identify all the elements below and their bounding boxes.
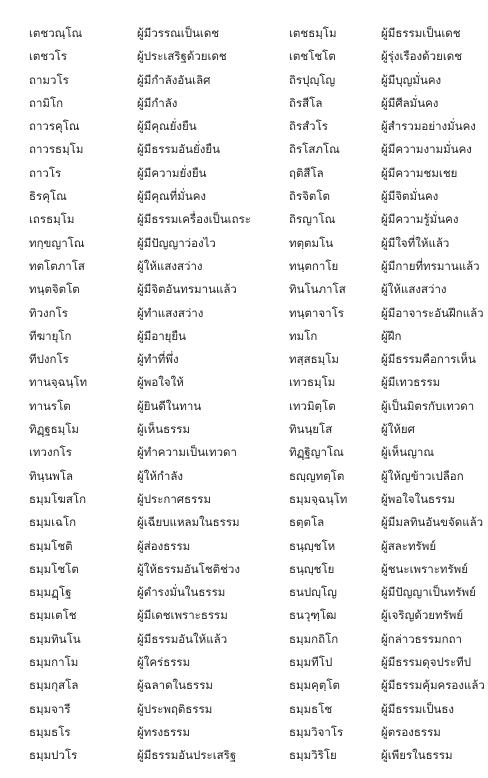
thai-meaning: ผู้มีธรรมเป็นธง xyxy=(381,701,454,716)
thai-meaning: ผู้ดำรงมั่นในธรรม xyxy=(137,585,226,600)
thai-meaning: ผู้เพียรในธรรม xyxy=(381,748,453,763)
table-row xyxy=(0,348,488,371)
table-row xyxy=(0,488,488,511)
pali-name: ทินฺนพโล xyxy=(29,468,74,483)
table-row xyxy=(0,45,488,68)
pali-name: เทวธมฺโม xyxy=(289,375,336,390)
thai-meaning: ผู้มีจิตอันทรมานแล้ว xyxy=(137,282,237,297)
thai-meaning: ผู้กล่าวธรรมกถา xyxy=(381,631,462,646)
table-row xyxy=(0,208,488,231)
pali-name: ธมฺมทีโป xyxy=(289,655,333,670)
thai-meaning: ผู้ยินดีในทาน xyxy=(137,398,202,413)
pali-name: ถิรญาโณ xyxy=(289,212,336,227)
table-row xyxy=(0,418,488,441)
thai-meaning: ผู้เจริญด้วยทรัพย์ xyxy=(381,608,464,623)
table-row xyxy=(0,511,488,534)
table-row xyxy=(0,721,488,744)
thai-meaning: ผู้ฝึก xyxy=(381,328,402,343)
thai-meaning: ผู้ทำที่พึ่ง xyxy=(137,352,179,367)
pali-name: ทสฺสธมฺโม xyxy=(289,352,339,367)
pali-name: ธนฺญฺชโห xyxy=(289,538,336,553)
pali-name: ธญฺญทตฺโต xyxy=(289,468,345,483)
table-row xyxy=(0,651,488,674)
pali-name: ทิฏฺฐธมฺโม xyxy=(29,422,80,437)
pali-name: ทานจฺฉนฺโท xyxy=(29,375,88,390)
thai-meaning: ผู้มีอาจาระอันฝึกแล้ว xyxy=(381,305,484,320)
thai-meaning: ผู้มีปัญญาว่องไว xyxy=(137,235,216,250)
pali-name: เตชวณฺโณ xyxy=(29,26,83,40)
pali-name: ธิรคุโณ xyxy=(29,189,67,204)
pali-name: ทกฺขญาโณ xyxy=(29,235,85,250)
pali-name: ถาวรธมฺโม xyxy=(29,142,84,157)
pali-name: ธมฺมเฉโก xyxy=(29,515,77,530)
thai-meaning: ผู้มีคุณยั่งยืน xyxy=(137,119,197,134)
pali-name: ธมฺมคุตฺโต xyxy=(289,678,340,693)
thai-meaning: ผู้มีเทวธรรม xyxy=(381,375,441,390)
thai-meaning: ผู้เห็นญาณ xyxy=(381,445,435,460)
thai-meaning: ผู้มีบุญมั่นคง xyxy=(381,72,442,87)
table-row xyxy=(0,371,488,394)
table-row xyxy=(0,255,488,278)
pali-name: เตชธมฺโม xyxy=(289,26,337,40)
pali-name: ทิวงกโร xyxy=(29,305,68,320)
pali-name: เทวมิตฺโต xyxy=(289,398,336,413)
thai-meaning: ผู้ทรงธรรม xyxy=(137,724,191,739)
table-row xyxy=(0,604,488,627)
table-row xyxy=(0,302,488,325)
table-row xyxy=(0,628,488,651)
pali-name: ธมฺมเตโช xyxy=(29,608,77,623)
pali-name: ถาวโร xyxy=(29,165,62,180)
pali-name: ธมฺมวิจาโร xyxy=(289,724,344,739)
thai-meaning: ผู้เห็นธรรม xyxy=(137,422,191,437)
thai-meaning: ผู้มีกายที่ทรมานแล้ว xyxy=(381,258,480,273)
thai-meaning: ผู้ฉลาดในธรรม xyxy=(137,678,213,693)
table-row xyxy=(0,581,488,604)
pali-name: ธมฺมทินโน xyxy=(29,631,81,646)
pali-name: ธมฺมธโร xyxy=(29,724,71,739)
pali-name: ทนฺตาจาโร xyxy=(289,305,344,320)
pali-name: เถรธมฺโม xyxy=(29,212,75,227)
pali-name: เทวงกโร xyxy=(29,445,72,460)
table-row xyxy=(0,22,488,45)
table-row xyxy=(0,535,488,558)
thai-meaning: ผู้มีคุณที่มั่นคง xyxy=(137,189,207,204)
pali-name: ธมฺมจารี xyxy=(29,701,71,716)
thai-meaning: ผู้มีจิตมั่นคง xyxy=(381,189,439,204)
thai-meaning: ผู้รุ่งเรืองด้วยเดช xyxy=(381,49,463,64)
thai-meaning: ผู้มีธรรมเครื่องเป็นเถระ xyxy=(137,212,251,227)
thai-meaning: ผู้ทำแสงสว่าง xyxy=(137,305,204,320)
pali-name: ทินโนภาโส xyxy=(289,282,346,297)
table-row xyxy=(0,325,488,348)
name-meaning-table xyxy=(0,22,488,768)
pali-name: ทตโตภาโส xyxy=(29,258,85,273)
thai-meaning: ผู้มีอายุยืน xyxy=(137,328,187,343)
thai-meaning: ผู้มีความชมเชย xyxy=(381,165,458,180)
thai-meaning: ผู้ให้ธรรมอันโชติช่วง xyxy=(137,561,240,576)
pali-name: ถิรสีโล xyxy=(289,95,323,110)
thai-meaning: ผู้มีธรรมคือการเห็น xyxy=(381,352,476,367)
thai-meaning: ผู้ตรองธรรม xyxy=(381,724,441,739)
pali-name: ทตฺตมโน xyxy=(289,235,334,250)
pali-name: ถิรโสภโณ xyxy=(289,142,340,157)
pali-name: ธมฺมธโช xyxy=(289,701,333,716)
table-row xyxy=(0,138,488,161)
thai-meaning: ผู้มีธรรมคุ้มครองแล้ว xyxy=(381,678,485,693)
table-row xyxy=(0,744,488,767)
thai-meaning: ผู้ให้ญข้าวเปลือก xyxy=(381,468,464,483)
thai-meaning: ผู้มีธรรมอันประเสริฐ xyxy=(137,748,237,763)
pali-name: ถามิโก xyxy=(29,95,64,110)
pali-name: ธมฺมโฆสโก xyxy=(29,491,87,506)
thai-meaning: ผู้มีธรรมอันให้แล้ว xyxy=(137,631,228,646)
pali-name: ธนฺญฺชโย xyxy=(289,561,335,576)
table-row xyxy=(0,162,488,185)
thai-meaning: ผู้พอใจให้ xyxy=(137,375,184,390)
pali-name: ทมโก xyxy=(289,328,318,343)
pali-name: ทนฺตจิตโต xyxy=(29,282,80,297)
pali-name: ทีปงกโร xyxy=(29,352,69,367)
thai-meaning: ผู้มีใจที่ให้แล้ว xyxy=(381,235,450,250)
pali-name: ทีฆายุโก xyxy=(29,328,72,343)
pali-name: ถิรปุญฺโญ xyxy=(289,72,336,87)
thai-meaning: ผู้ให้แสงสว่าง xyxy=(381,282,447,297)
thai-meaning: ผู้ประพฤติธรรม xyxy=(137,701,213,716)
table-row xyxy=(0,558,488,581)
thai-meaning: ผู้มีความรู้มั่นคง xyxy=(381,212,459,227)
thai-meaning: ผู้มีความยั่งยืน xyxy=(137,165,207,180)
pali-name: ธมฺมจฺฉนฺโท xyxy=(289,491,348,506)
thai-meaning: ผู้มีธรรมเป็นเดช xyxy=(381,26,461,40)
pali-name: ธนปญฺโญ xyxy=(289,585,337,600)
thai-meaning: ผู้พอใจในธรรม xyxy=(381,491,456,506)
pali-name: ถามวโร xyxy=(29,72,69,87)
thai-meaning: ผู้ให้กำลัง xyxy=(137,468,184,483)
thai-meaning: ผู้เฉียบแหลมในธรรม xyxy=(137,515,240,530)
thai-meaning: ผู้มีธรรมอันยั่งยืน xyxy=(137,142,220,157)
pali-name: ธมฺมปวโร xyxy=(29,748,78,763)
thai-meaning: ผู้สละทรัพย์ xyxy=(381,538,437,553)
table-row xyxy=(0,92,488,115)
pali-name: ทานรโต xyxy=(29,398,71,413)
pali-name: ธนวุฑฺโฒ xyxy=(289,608,337,623)
thai-meaning: ผู้ให้ยศ xyxy=(381,422,415,437)
pali-name: ถิรสํวโร xyxy=(289,119,328,134)
pali-name: เตชวโร xyxy=(29,49,68,64)
thai-meaning: ผู้สำรวมอย่างมั่นคง xyxy=(381,119,476,134)
thai-meaning: ผู้มีมลทินอันขจัดแล้ว xyxy=(381,515,484,530)
pali-name: เตชโชโต xyxy=(289,49,336,64)
pali-name: ธมฺมโชโต xyxy=(29,561,79,576)
table-row xyxy=(0,278,488,301)
pali-name: ธมฺมกุสโล xyxy=(29,678,79,693)
table-row xyxy=(0,698,488,721)
table-row xyxy=(0,115,488,138)
pali-name: ทินนฺยโส xyxy=(289,422,333,437)
thai-meaning: ผู้มีปัญญาเป็นทรัพย์ xyxy=(381,585,476,600)
table-row xyxy=(0,465,488,488)
pali-name: ถาวรคุโณ xyxy=(29,119,80,134)
thai-meaning: ผู้ให้แสงสว่าง xyxy=(137,258,203,273)
thai-meaning: ผู้มีวรรณเป็นเดช xyxy=(137,26,220,40)
table-row xyxy=(0,69,488,92)
table-row xyxy=(0,395,488,418)
pali-name: ธมฺมวิริโย xyxy=(289,748,337,763)
thai-meaning: ผู้มีศีลมั่นคง xyxy=(381,95,439,110)
thai-meaning: ผู้มีเดชเพราะธรรม xyxy=(137,608,228,623)
table-row xyxy=(0,674,488,697)
pali-name: ธมฺมกาโม xyxy=(29,655,79,670)
thai-meaning: ผู้มีความงามมั่นคง xyxy=(381,142,472,157)
thai-meaning: ผู้ส่องธรรม xyxy=(137,538,191,553)
table-row xyxy=(0,232,488,255)
thai-meaning: ผู้มีธรรมดุจประทีป xyxy=(381,655,472,670)
pali-name: ธมฺมโชติ xyxy=(29,538,73,553)
pali-name: ถิรจิตโต xyxy=(289,189,330,204)
table-row xyxy=(0,185,488,208)
thai-meaning: ผู้ชนะเพราะทรัพย์ xyxy=(381,561,468,576)
thai-meaning: ผู้ประเสริฐด้วยเดช xyxy=(137,49,227,64)
pali-name: ธตฺตโล xyxy=(289,515,325,530)
pali-name: ทิฏฺฐิญาโณ xyxy=(289,445,344,460)
thai-meaning: ผู้เป็นมิตรกับเทวดา xyxy=(381,398,475,413)
thai-meaning: ผู้ใคร่ธรรม xyxy=(137,655,191,670)
pali-name: ฤติสีโล xyxy=(289,165,324,180)
thai-meaning: ผู้มีกำลังอันเลิศ xyxy=(137,72,211,87)
thai-meaning: ผู้ประกาศธรรม xyxy=(137,491,212,506)
table-row xyxy=(0,441,488,464)
pali-name: ธมฺมฏฺโฐ xyxy=(29,585,72,600)
thai-meaning: ผู้ทำความเป็นเทวดา xyxy=(137,445,237,460)
thai-meaning: ผู้มีกำลัง xyxy=(137,95,178,110)
pali-name: ธมฺมกถิโก xyxy=(289,631,339,646)
pali-name: ทนฺตกาโย xyxy=(289,258,339,273)
